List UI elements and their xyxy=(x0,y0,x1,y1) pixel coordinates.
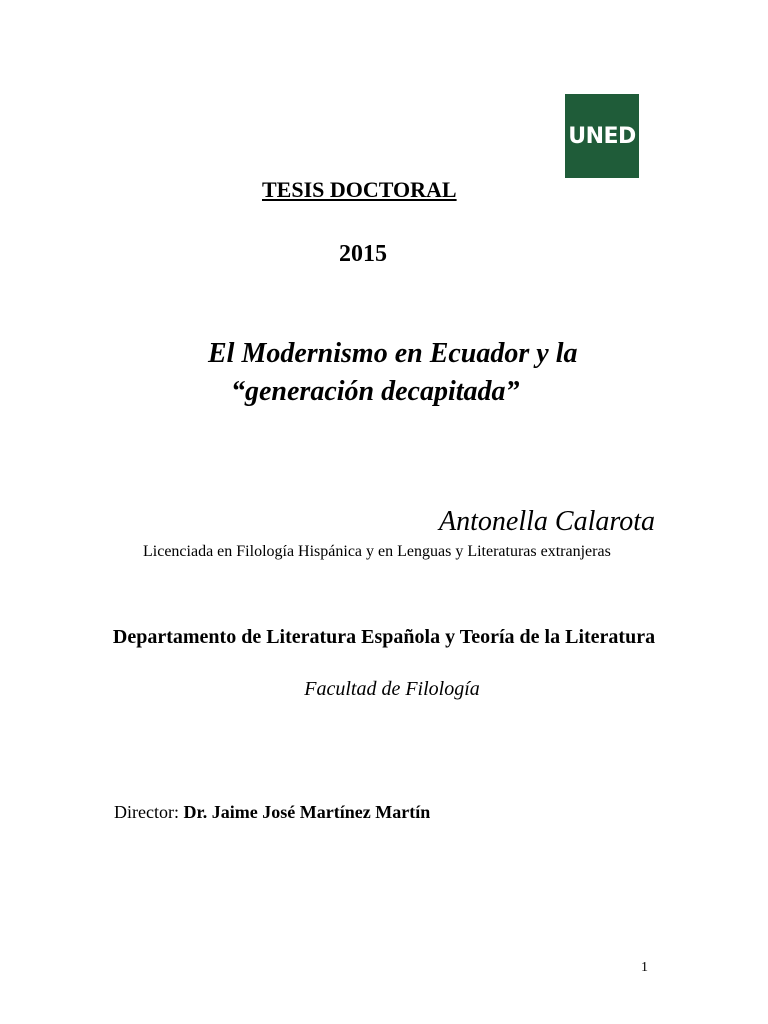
thesis-title-line-2: “generación decapitada” xyxy=(231,376,520,407)
thesis-label: TESIS DOCTORAL xyxy=(262,177,457,202)
page-number: 1 xyxy=(641,960,648,975)
logo-text: UNED xyxy=(568,123,636,149)
thesis-title-line-1: El Modernismo en Ecuador y la xyxy=(208,338,578,369)
thesis-year: 2015 xyxy=(339,241,387,267)
department-name: Departamento de Literatura Española y Teoría de la Literatura xyxy=(112,626,656,648)
uned-logo xyxy=(565,94,639,178)
faculty-name: Facultad de Filología xyxy=(304,678,480,700)
author-credentials: Licenciada en Filología Hispánica y en Lenguas y Literaturas extranjeras xyxy=(143,543,611,560)
director-label: Director: xyxy=(114,802,179,822)
author-name: Antonella Calarota xyxy=(439,506,655,537)
director-name: Dr. Jaime José Martínez Martín xyxy=(183,802,431,822)
director-line xyxy=(114,802,430,823)
